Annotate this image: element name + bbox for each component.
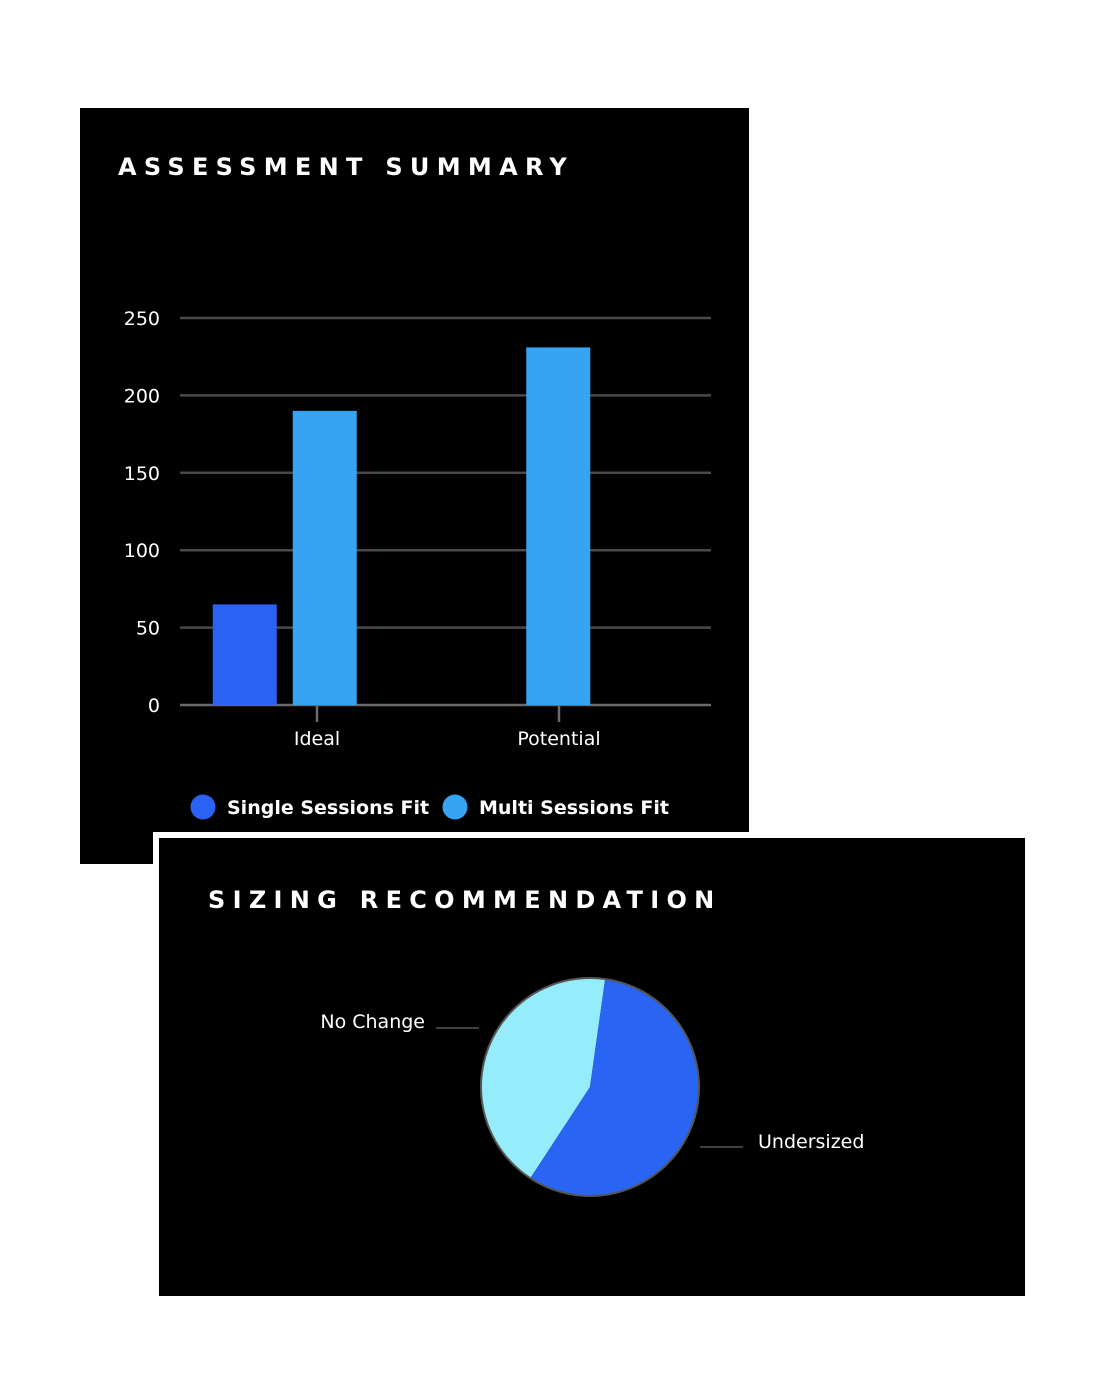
x-tick-label-potential: Potential <box>517 728 601 750</box>
assessment-summary-title: ASSESSMENT SUMMARY <box>118 153 575 181</box>
bar-marks <box>213 347 591 705</box>
bar-legend <box>191 795 669 820</box>
pie-label-no-change: No Change <box>320 1011 425 1033</box>
bar-x-ticks <box>294 705 601 750</box>
pie-label-undersized: Undersized <box>758 1131 865 1153</box>
y-tick-label-0: 0 <box>147 695 160 717</box>
sizing-recommendation-title: SIZING RECOMMENDATION <box>208 886 722 914</box>
assessment-summary-panel <box>80 108 749 864</box>
y-tick-label-150: 150 <box>123 462 160 485</box>
pie-slices <box>481 978 699 1196</box>
legend-label-single-sessions-fit: Single Sessions Fit <box>227 797 430 819</box>
y-tick-label-250: 250 <box>123 308 160 330</box>
y-tick-label-100: 100 <box>123 540 160 563</box>
bar-ideal-multi-sessions-fit <box>293 411 357 705</box>
bar-y-ticks <box>124 308 160 717</box>
assessment-bar-chart <box>80 108 749 864</box>
sizing-recommendation-panel <box>153 832 1025 1296</box>
bar-ideal-single-sessions-fit <box>213 604 277 705</box>
y-tick-label-50: 50 <box>135 617 160 640</box>
legend-label-multi-sessions-fit: Multi Sessions Fit <box>479 797 669 819</box>
sizing-pie-chart <box>159 838 1025 1296</box>
legend-swatch-single-sessions-fit <box>191 795 216 820</box>
y-tick-label-200: 200 <box>123 385 160 408</box>
x-tick-label-ideal: Ideal <box>293 728 341 750</box>
bar-potential-multi-sessions-fit <box>526 347 590 705</box>
legend-swatch-multi-sessions-fit <box>443 795 468 820</box>
